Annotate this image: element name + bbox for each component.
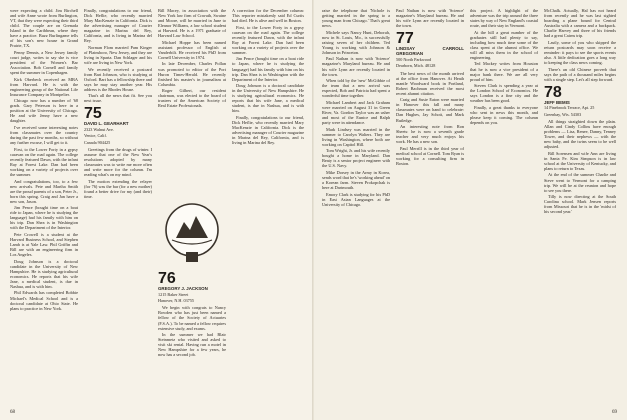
- paragraph: The best news of the month arrived at the office from Hanover. At Heath mantle Woodward book in Portland, Robert Bachman received the most recent alumni citation.: [396, 70, 464, 96]
- paragraph: We recently received a postcard from Bart Johnson, who is studying at Oxford. Bart has a fellowship there and says he may stay another year. His address is the Rhodes House.: [84, 66, 152, 92]
- paragraph: Emory Clark is studying for his PhD in East Asian Languages at the University of Chicago.: [322, 191, 390, 207]
- paragraph: Greetings from the drugs of winter. I assume that one of the New Year's resolutions adopted by many classmates was to write me more often and write more for the column. I'm reading what's on my mind.: [84, 147, 152, 178]
- paragraph: When told by the 'new' McGibbie of the team that a new arrival was expected, Bob and Patricia had spent a wonderful time together.: [322, 78, 390, 99]
- page-number: 68: [10, 410, 15, 415]
- paragraph: Roger Gilbert, our resident chairman, was elected to the board of trustees of the American Society of Real Estate Professionals.: [158, 88, 226, 109]
- address-line: Dearborn, Mich. 48128: [396, 63, 436, 69]
- paragraph: this project. A highlight of the adventure was the trip around the three states by way of New England's coastal route, and their stay in Vermont.: [470, 8, 538, 29]
- paragraph: Bill Macey, in association with the New York law firm of Cravath, Swaine and Moore, will be married in June to Eleanor Williams, a law school student at Harvard. He is a 1971 graduate of Harvard Law School.: [158, 8, 226, 39]
- right-col-1: [322, 8, 390, 410]
- paragraph: Pete Crowell is a student at the Harvard Business School, and Stephen Lamb is at Yale Law. Phil Griffin and Bill are with an engineering firm in Los Angeles.: [10, 231, 78, 258]
- paragraph: An interesting note from Ron Sheets: he is now a seventh grade teacher and very much enjoys his work. He has a new son.: [396, 124, 464, 145]
- paragraph: Kirk Oberbeck received an MBA from Harvard. He is with the engineering group of the National Life Insurance Company in Montpelier.: [10, 76, 78, 97]
- paragraph: raise the telephone that 'Nichole is getting married in the spring to a young man from Chicago.' That's great news.: [322, 8, 390, 29]
- class-secretary-name: JEFF BEMIS: [544, 99, 570, 105]
- class-year-number: 76: [158, 270, 176, 287]
- page-number: 69: [612, 410, 617, 415]
- address-line: 2323 Walnut Ave.: [84, 126, 114, 132]
- class-emblem-icon: [162, 200, 222, 266]
- address-line: Greenbay, Wis. 54303: [544, 111, 582, 117]
- paragraph: Chicago now has a number of '68 grads. Gary Peterson is here in a position at the University of Chicago. He and wife Jenny have a new daughter.: [10, 98, 78, 124]
- paragraph: Paul Nathan is now with 'Science' magazine's Maryland bureau. He and his wife Lynn are recently located in the town.: [396, 8, 464, 29]
- left-page: [0, 0, 313, 420]
- paragraph: Lastly, some of you who skipped the return postcards may soon receive a reminder: it pays to see the sports events also. A little dedication goes a long way to keeping the class news coming.: [544, 39, 616, 65]
- paragraph: Michael Hoppe has been named assistant professor of English at Vanderbilt. He received his PhD from Cornell University in 1974.: [158, 39, 226, 60]
- paragraph: At the hill a great number of the graduates still had plenty to say, including how much time some of the class spent at the alumni office. We will all miss them in the school of engineering.: [470, 29, 538, 60]
- address-line: Canada 904425: [84, 139, 111, 145]
- paragraph: In late December, Charles Pollan was promoted to editor of the Port Huron Times-Herald. He recently finished his master's in journalism at Columbia.: [158, 61, 226, 87]
- paragraph: Tom Wright, Jr. and his wife recently bought a home in Maryland. Dan Beaty is a senior project engineer with the U.S. Navy.: [322, 148, 390, 169]
- paragraph: And congratulations, too, to a few new arrivals. Pete and Martha Smith are the proud parents of a son, Peter Jr., born this spring. Craig and Jan have a new son, Jason.: [10, 178, 78, 204]
- paragraph: That's all the news that fit. See you next issue.: [84, 93, 152, 104]
- left-col-3b: [158, 268, 226, 408]
- paragraph: Penny Dennis, a New Jersey family court judge, writes to say she is vice president of the Women's Bar Association. Bob Cornell and family spent the summer in Copenhagen.: [10, 49, 78, 76]
- paragraph: Bill Sorensen and wife Ann are living in Santa Fe. Kim Simpson is in law school at the University of Kentucky, and plans to return to Texas.: [544, 150, 616, 171]
- paragraph: Finally, congratulations to our friend, Dick Heflie, who recently married Mary MacKenzie in California. Dick is the advertising manager of Courier magazine in Marina del Rey, California, and is living in Marina del Rey.: [84, 8, 152, 44]
- paragraph: Norman Flom married Pam Kinger of Plainsboro, New Jersey, and they are living in Sparta. Dan Schlager and his wife are living in New York.: [84, 44, 152, 65]
- paragraph: All things straighted down the plain. Allan and Cindy Collins have enough problems — Lisa, Renee, Danny, Tenney Tower, and their nephews — with the new baby, and the twins seem to be well adjusted.: [544, 119, 616, 150]
- class-year-number: 77: [396, 30, 414, 48]
- paragraph: A correction for the December column: This reporter mistakenly said Ed Curtis had died. He is alive and well in Boston.: [232, 8, 304, 24]
- class-secretary-name: DAVID L. GEARHART: [84, 121, 129, 127]
- paragraph: Michele says Nancy Hunt, Deborah, now in St. Louis, Mo., is successfully raising seven of her children. Ted Young is working with Johnson & Johnson in Princeton.: [322, 29, 390, 55]
- paragraph: We begin with congrats to Nancy Bowden who has just been named a fellow of the Society of Actuaries (F.S.A.). To be named a fellow requires extensive study, and exams.: [158, 305, 226, 331]
- paragraph: Paul Nathan is now with 'Science' magazine's Maryland bureau. He and his wife Lynn are recently located in the town.: [322, 56, 390, 77]
- paragraph: Phil Edwards has completed Bobbie Michael's Medical School and is a doctoral candidate at Ohio State. He plans to practice in New York.: [10, 290, 78, 311]
- right-col-3: [470, 8, 538, 410]
- address-line: Venice, Calif.: [84, 133, 107, 139]
- paragraph: Finally, a great thanks to everyone who sent in news this month, and please keep it coming. The column depends on you.: [470, 104, 538, 125]
- paragraph: In the summer we had Blair Steinmetz who visited and asked to visit ski rental. Having run a motel in New Hampshire for a few years, he now has a second job.: [158, 332, 226, 358]
- paragraph: The motion extending the relayer (for 76) was the bar (for a new mother) found a better drive for my (and their) time.: [84, 178, 152, 200]
- paragraph: Craig and Susie Eaton were married in Hanover this fall and many classmates were on hand to celebrate: Dan Hughes, Jay Schott, and Mark Rutledge.: [396, 97, 464, 123]
- paragraph: Mike Dorsey in the Army in Korea, sends word that he's 'working ahead' on a Korean farm. Steven Prokopchak is here at Dartmouth.: [322, 169, 390, 191]
- paragraph: There's an old Chinese proverb that says the path of a thousand miles begins with a single step. Let's all step forward.: [544, 66, 616, 82]
- paragraph: First, to the Lower Forty in a gypsy caravan on the road again. The college recently featured Dawn, with the infant Ray at Forest Lake. Dan had been working on a variety of projects over the summer.: [232, 24, 304, 55]
- class-secretary-name: LINDSAY CARROLL GREGORIAN: [396, 46, 464, 57]
- paragraph: Doug Johnson is a doctoral candidate in the University of New Hampshire. He is studying agricultural economics. He reports that his wife Jane, a medical student, is due in Nashua, and is with him.: [10, 258, 78, 289]
- paragraph: Jim Pence (bought time on a boat ride to Japan, where he is studying the language) had his family with him on his trip. Dan Shea is in Washington with the Department of the Interior.: [10, 205, 78, 231]
- class-year-number: 78: [544, 83, 562, 101]
- paragraph: were expecting a child. Jim Birchell and wife Anne wrote from Burlington, VT, that they were expecting their third child. The couple are on Grenada Island in the Caribbean, where they have a practice. Buzz Burlingame tells of his son's new house in Grand Prairie, TX.: [10, 8, 78, 49]
- paragraph: At the end of the summer Charlie and Steve went to Vermont for a camping trip. We will be at the reunion and hope to see you there.: [544, 172, 616, 193]
- class-year-number: 75: [84, 105, 102, 123]
- right-col-2: [396, 8, 464, 410]
- class-secretary-name: GREGORY J. JACKSON: [158, 286, 208, 291]
- paragraph: Michael Lambert and Jack Graham were married on August 31 in Green River, Va. Gordon Taylor was an usher and most of the Eunice and Ralph party were in attendance.: [322, 99, 390, 125]
- paragraph: Jim Pence (bought time on a boat ride to Japan, where he is studying the language) had his family with him on his trip. Dan Shea is in Washington with the Department of the Interior.: [232, 56, 304, 82]
- paragraph: Doug Johnson is a doctoral candidate in the University of New Hampshire. He is studying agricultural economics. He reports that his wife Jane, a medical student, is due in Nashua, and is with him.: [232, 83, 304, 114]
- paragraph: Finally, congratulations to our friend, Dick Heflie, who recently married Mary MacKenzie in California. Dick is the advertising manager of Courier magazine in Marina del Rey, California, and is living in Marina del Rey.: [232, 114, 304, 146]
- address-line: 500 North Parkwood: [396, 56, 432, 62]
- address-line: 1215 Baker Street: [158, 291, 189, 297]
- left-col-1: [10, 8, 78, 410]
- left-col-4: [232, 8, 304, 410]
- left-col-3: [158, 8, 226, 193]
- paragraph: Steven Clark is spending a year at the London School of Economics. He says London is a fine city and the weather has been good.: [470, 83, 538, 104]
- paragraph: Ted Mackey writes from Houston that he is now a vice president of a major bank there. We are all very proud of him.: [470, 61, 538, 82]
- address-line: Hanover, N.H. 03755: [158, 297, 195, 303]
- paragraph: McChalk. Actually, Hal has not heard from recently and he was last sighted boarding a plane bound for Central Australia with a camera and a backpack. Charlie Harvey and three of his friends had a great Cairns trip.: [544, 8, 616, 39]
- right-page: [314, 0, 627, 420]
- left-col-2: [84, 8, 152, 410]
- paragraph: Paul Merrill is in the third year of medical school at Cornell. Tom Ryan is working for a consulting firm in Boston.: [396, 145, 464, 166]
- address-line: 14 Pinebrook Terrace, Apt. 25: [544, 105, 595, 111]
- paragraph: First, to the Lower Forty in a gypsy caravan on the road again. The college recently featured Dawn, with the infant Ray at Forest Lake. Dan had been working on a variety of projects over the summer.: [10, 146, 78, 177]
- right-col-4: [544, 8, 616, 410]
- paragraph: Tilly is now directing at the South Carolina school. Mark Jensen reports from Missouri that he is in the 'midst of his second year.': [544, 194, 616, 215]
- paragraph: I've received some interesting notes from classmates over the country during the past few months, so without any further excuse, I will get to it.: [10, 125, 78, 146]
- paragraph: Mark Lindsey was married in the summer to Carolyn Walters. They are living in Washington, where both are working on Capitol Hill.: [322, 126, 390, 147]
